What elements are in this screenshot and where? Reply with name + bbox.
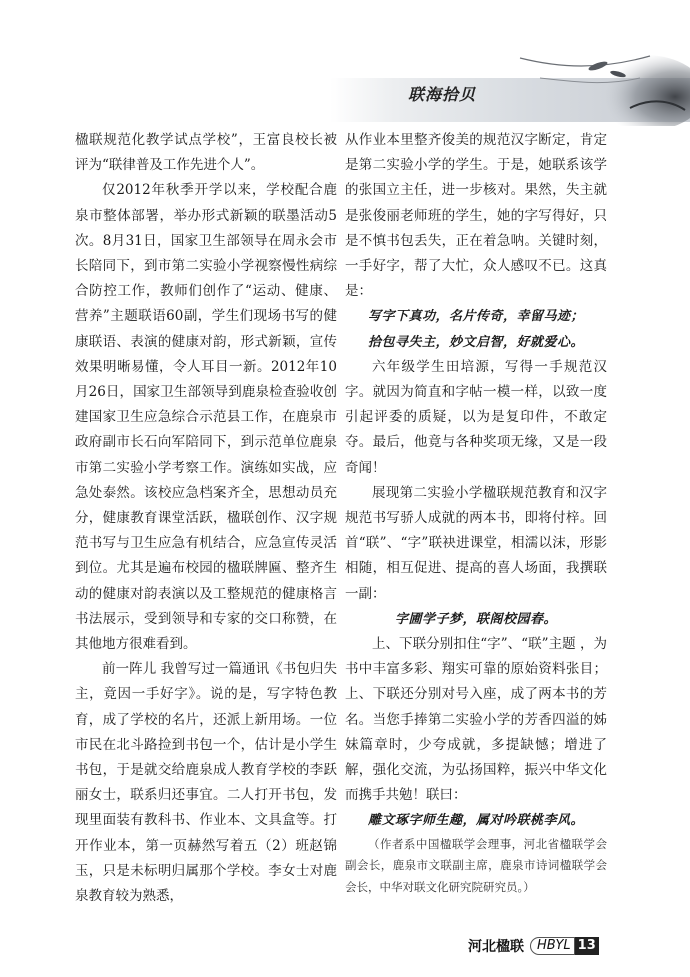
paragraph: 从作业本里整齐俊美的规范汉字断定，肯定是第二实验小学的学生。于是，她联系该学的张国立主任，进一步核对。果然，失主就是张俊丽老师班的学生，她的字写得好，只是不慎书包丢失，正在着急呐。关键时刻，一手好字，帮了大忙，众人感叹不已。这真是： (345, 132, 607, 300)
page-footer (468, 936, 599, 956)
right-column (345, 128, 607, 898)
page-number: 13 (575, 937, 599, 955)
left-column (75, 128, 337, 909)
couplet-line: 雕文琢字师生趣，属对吟联桃李风。 (367, 813, 584, 829)
magazine-logo: HBYL (530, 937, 575, 955)
paragraph: 六年级学生田培源，写得一手规范汉字。就因为简直和字帖一模一样，以致一度引起评委的质疑，以为是复印件，不敢定夺。最后，他竟与各种奖项无缘，又是一段奇闻！ (345, 358, 607, 476)
section-title: 联海拾贝 (408, 85, 477, 104)
couplet-line: 拾包寻失主，妙文启智，好就爱心。 (367, 334, 584, 350)
couplet-line: 写字下真功，名片传奇，幸留马迹； (367, 309, 584, 325)
magazine-name: 河北楹联 (468, 939, 524, 955)
author-note: （作者系中国楹联学会理事，河北省楹联学会副会长，鹿泉市文联副主席，鹿泉市诗词楹联学会会长，中华对联文化研究院研究员。） (345, 836, 607, 894)
couplet-line: 字圃学子梦，联阁校园春。 (394, 611, 557, 627)
paragraph: 展现第二实验小学楹联规范教育和汉字规范书写骄人成就的两本书，即将付梓。回首“联”、“字”联袂进课堂，相濡以沫，形影相随，相互促进、提高的喜人场面，我撰联一副： (345, 484, 607, 602)
ink-painting-decoration (480, 48, 690, 126)
paragraph: 前一阵儿 我曾写过一篇通讯《书包归失主，竟因一手好字》。说的是，写字特色教育，成了学校的名片，还派上新用场。一位市民在北斗路捡到书包一个，估计是小学生书包，于是就交给鹿泉成人教育学校的李跃丽女士，联系归还事宜。二人打开书包，发现里面装有教科书、作业本、文具盒等。打开作业本，第一页赫然写着五（2）班赵锦玉，只是未标明归属那个学校。李女士对鹿泉教育较为熟悉， (75, 661, 337, 905)
paragraph: 上、下联分别扣住“字”、“联”主题 ，为书中丰富多彩、翔实可靠的原始资料张目；上、下联还分别对号入座，成了两本书的芳名。当您手捧第二实验小学的芳香四溢的姊妹篇章时，少夸成就，多提缺憾；增进了解，强化交流，为弘扬国粹，振兴中华文化而携手共勉！联曰： (345, 636, 607, 804)
paragraph: 楹联规范化教学试点学校”，王富良校长被评为“联律普及工作先进个人”。 (75, 132, 337, 174)
paragraph: 仅2012年秋季开学以来，学校配合鹿泉市整体部署，举办形式新颖的联墨活动5次。8月31日，国家卫生部领导在周永会市长陪同下，到市第二实验小学视察慢性病综合防控工作，教师们创作了“运动、健康、营养”主题联语60副，学生们现场书写的健康联语、表演的健康对韵，形式新颖，宣传效果明晰易懂，令人耳目一新。2012年10月26日，国家卫生部领导到鹿泉检查验收创建国家卫生应急综合示范县工作，在鹿泉市政府副市长石向军陪同下，到示范单位鹿泉市第二实验小学考察工作。演练如实战，应急处泰然。该校应急档案齐全，思想动员充分，健康教育课堂活跃，楹联创作、汉字规范书写与卫生应急有机结合，应急宣传灵活到位。尤其是遍布校园的楹联牌匾、整齐生动的健康对韵表演以及工整规范的健康格言书法展示，受到领导和专家的交口称赞，在其他地方很难看到。 (75, 182, 337, 653)
header-banner (330, 38, 690, 126)
